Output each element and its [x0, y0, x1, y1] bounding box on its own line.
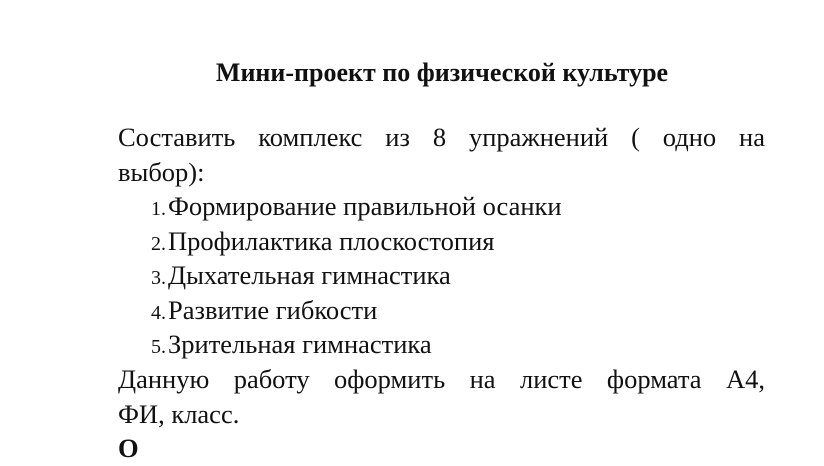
intro-paragraph [118, 120, 765, 189]
outro-line-2: ФИ, класс. [118, 398, 240, 429]
list-item-number: 5. [151, 336, 166, 358]
list-item-text: Зрительная гимнастика [168, 329, 432, 359]
document-title: Мини-проект по физической культуре [215, 58, 669, 87]
exercise-list [118, 189, 562, 362]
list-item-text: Дыхательная гимнастика [168, 260, 451, 290]
list-item [118, 293, 562, 328]
list-item [118, 258, 562, 293]
intro-line-1: Составить комплекс из 8 упражнений ( одно на [118, 122, 765, 152]
list-item [118, 189, 562, 224]
outro-paragraph [118, 362, 765, 431]
list-item-text: Формирование правильной осанки [168, 191, 562, 221]
list-item-number: 4. [151, 301, 166, 324]
intro-line-2: выбор): [118, 156, 205, 187]
list-item-number: 3. [151, 267, 166, 289]
list-item [118, 224, 562, 259]
list-item-number: 2. [151, 232, 166, 255]
list-item-text: Профилактика плоскостопия [168, 225, 495, 256]
list-item-number: 1. [151, 198, 166, 220]
list-item-text: Развитие гибкости [168, 294, 378, 325]
outro-line-1: Данную работу оформить на листе формата А4, [118, 364, 765, 394]
cut-off-text-line: О [118, 433, 139, 463]
list-item [118, 327, 562, 362]
